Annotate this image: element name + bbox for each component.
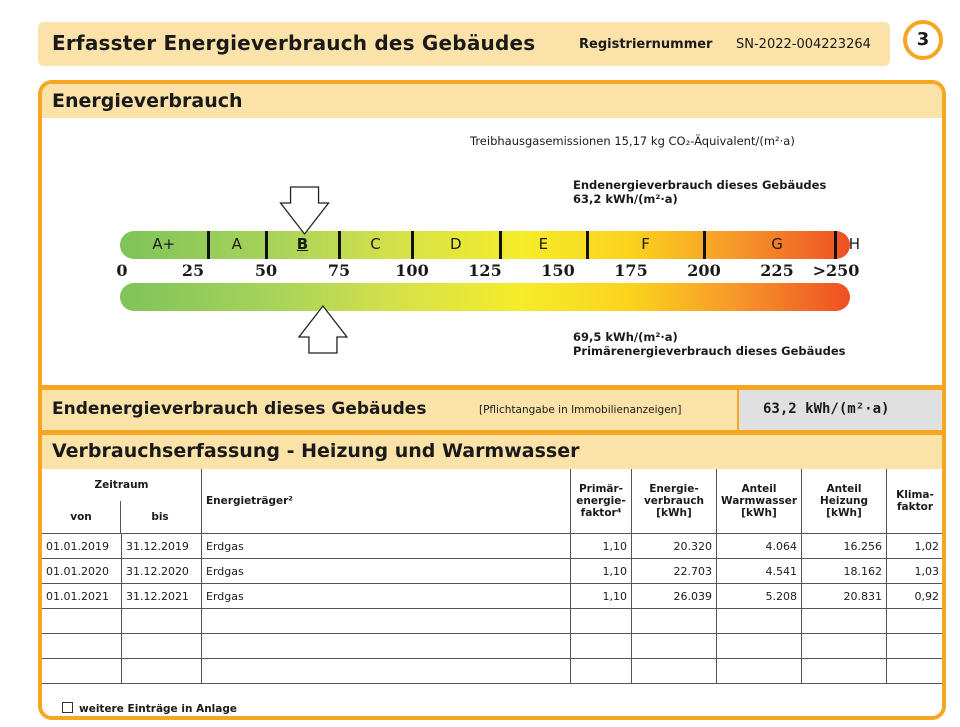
cell-to: 31.12.2020 <box>121 559 201 584</box>
summary-row <box>42 390 942 430</box>
energy-class-H: H <box>848 235 860 253</box>
more-entries-label: weitere Einträge in Anlage <box>79 703 237 715</box>
cell-empty <box>632 609 717 634</box>
primary-factor-header: Primär- energie- faktor⁴ <box>571 469 632 534</box>
table-row <box>42 534 943 559</box>
energy-class-C: C <box>370 235 381 253</box>
cell-water: 5.208 <box>717 584 802 609</box>
table-row <box>42 584 943 609</box>
scale-number: 200 <box>687 261 721 280</box>
cell-factor: 1,10 <box>571 584 632 609</box>
period-label: Zeitraum <box>94 479 149 491</box>
end-energy-arrow-down-icon <box>281 187 329 234</box>
cell-heating: 20.831 <box>802 584 887 609</box>
summary-value-box <box>737 390 946 430</box>
cell-empty <box>802 634 887 659</box>
cell-factor: 1,10 <box>571 534 632 559</box>
more-entries-row <box>62 702 237 715</box>
cell-empty <box>632 634 717 659</box>
table-row <box>42 559 943 584</box>
consumption-table <box>42 469 943 684</box>
cell-water: 4.541 <box>717 559 802 584</box>
cell-to: 31.12.2021 <box>121 584 201 609</box>
cell-climate: 1,02 <box>887 534 944 559</box>
table-row-empty <box>42 609 943 634</box>
cell-empty <box>202 609 571 634</box>
cell-empty <box>121 609 201 634</box>
scale-number: 225 <box>760 261 794 280</box>
cell-carrier: Erdgas <box>202 534 571 559</box>
period-header <box>42 469 202 534</box>
cell-empty <box>571 609 632 634</box>
cell-empty <box>887 659 944 684</box>
cell-empty <box>571 659 632 684</box>
page-header <box>38 22 890 66</box>
scale-number: 50 <box>254 261 278 280</box>
table-body <box>42 534 943 684</box>
energy-section-header <box>42 84 942 118</box>
cell-empty <box>202 634 571 659</box>
more-entries-checkbox[interactable] <box>62 702 73 713</box>
from-label: von <box>42 501 121 533</box>
registration-label: Registriernummer <box>579 37 713 52</box>
cell-empty <box>121 659 201 684</box>
cell-empty <box>571 634 632 659</box>
cell-empty <box>632 659 717 684</box>
cell-empty <box>42 609 121 634</box>
scale-number: 150 <box>541 261 575 280</box>
energy-class-B: B <box>296 235 309 253</box>
cell-empty <box>802 609 887 634</box>
cell-to: 31.12.2019 <box>121 534 201 559</box>
cell-empty <box>202 659 571 684</box>
cell-empty <box>717 634 802 659</box>
summary-note: [Pflichtangabe in Immobilienanzeigen] <box>479 404 682 416</box>
energy-class-E: E <box>538 235 549 253</box>
cell-empty <box>121 634 201 659</box>
scale-number: 100 <box>395 261 429 280</box>
heating-header: Anteil Heizung [kWh] <box>802 469 887 534</box>
consumption-section-header <box>42 435 942 469</box>
primary-energy-arrow-up-icon <box>299 306 347 353</box>
cell-carrier: Erdgas <box>202 559 571 584</box>
consumption-section-title: Verbrauchserfassung - Heizung und Warmwasser <box>52 440 580 462</box>
table-row-empty <box>42 659 943 684</box>
summary-title: Endenergieverbrauch dieses Gebäudes <box>52 399 427 419</box>
energy-class-D: D <box>450 235 462 253</box>
water-header: Anteil Warmwasser [kWh] <box>717 469 802 534</box>
cell-empty <box>42 634 121 659</box>
primary-energy-value: 69,5 kWh/(m²·a) <box>573 330 678 344</box>
cell-factor: 1,10 <box>571 559 632 584</box>
end-energy-label: Endenergieverbrauch dieses Gebäudes <box>573 178 827 192</box>
consumption-header: Energie- verbrauch [kWh] <box>632 469 717 534</box>
cell-empty <box>717 659 802 684</box>
page-number-badge: 3 <box>903 20 943 60</box>
to-label: bis <box>151 511 169 523</box>
summary-value: 63,2 kWh/(m²·a) <box>763 401 890 417</box>
cell-empty <box>802 659 887 684</box>
cell-carrier: Erdgas <box>202 584 571 609</box>
carrier-header: Energieträger² <box>202 469 571 534</box>
cell-consumption: 26.039 <box>632 584 717 609</box>
energy-class-A: A <box>231 235 242 253</box>
scale-number: 175 <box>614 261 648 280</box>
cell-climate: 1,03 <box>887 559 944 584</box>
scale-number: >250 <box>812 261 860 280</box>
cell-heating: 16.256 <box>802 534 887 559</box>
table-row-empty <box>42 634 943 659</box>
cell-empty <box>717 609 802 634</box>
energy-class-G: G <box>771 235 783 253</box>
climate-header: Klima- faktor <box>887 469 944 534</box>
energy-class-Aplus: A+ <box>152 235 176 253</box>
cell-from: 01.01.2020 <box>42 559 121 584</box>
main-frame <box>38 80 946 720</box>
cell-from: 01.01.2021 <box>42 584 121 609</box>
energy-section-title: Energieverbrauch <box>52 90 243 112</box>
cell-empty <box>887 609 944 634</box>
scale-number: 75 <box>327 261 351 280</box>
scale-number: 125 <box>468 261 502 280</box>
registration-number: SN-2022-004223264 <box>736 37 871 52</box>
cell-consumption: 22.703 <box>632 559 717 584</box>
end-energy-value: 63,2 kWh/(m²·a) <box>573 192 678 206</box>
cell-climate: 0,92 <box>887 584 944 609</box>
table-header-row <box>42 469 943 534</box>
energy-class-F: F <box>641 235 650 253</box>
cell-from: 01.01.2019 <box>42 534 121 559</box>
page-title: Erfasster Energieverbrauch des Gebäudes <box>52 31 536 55</box>
cell-heating: 18.162 <box>802 559 887 584</box>
scale-number: 25 <box>181 261 205 280</box>
cell-empty <box>42 659 121 684</box>
emissions-text: Treibhausgasemissionen 15,17 kg CO₂-Äquivalent/(m²·a) <box>470 134 795 148</box>
primary-energy-label: Primärenergieverbrauch dieses Gebäudes <box>573 344 846 358</box>
cell-empty <box>887 634 944 659</box>
scale-number: 0 <box>116 261 128 280</box>
cell-consumption: 20.320 <box>632 534 717 559</box>
lower-scale-bar <box>120 283 850 311</box>
cell-water: 4.064 <box>717 534 802 559</box>
